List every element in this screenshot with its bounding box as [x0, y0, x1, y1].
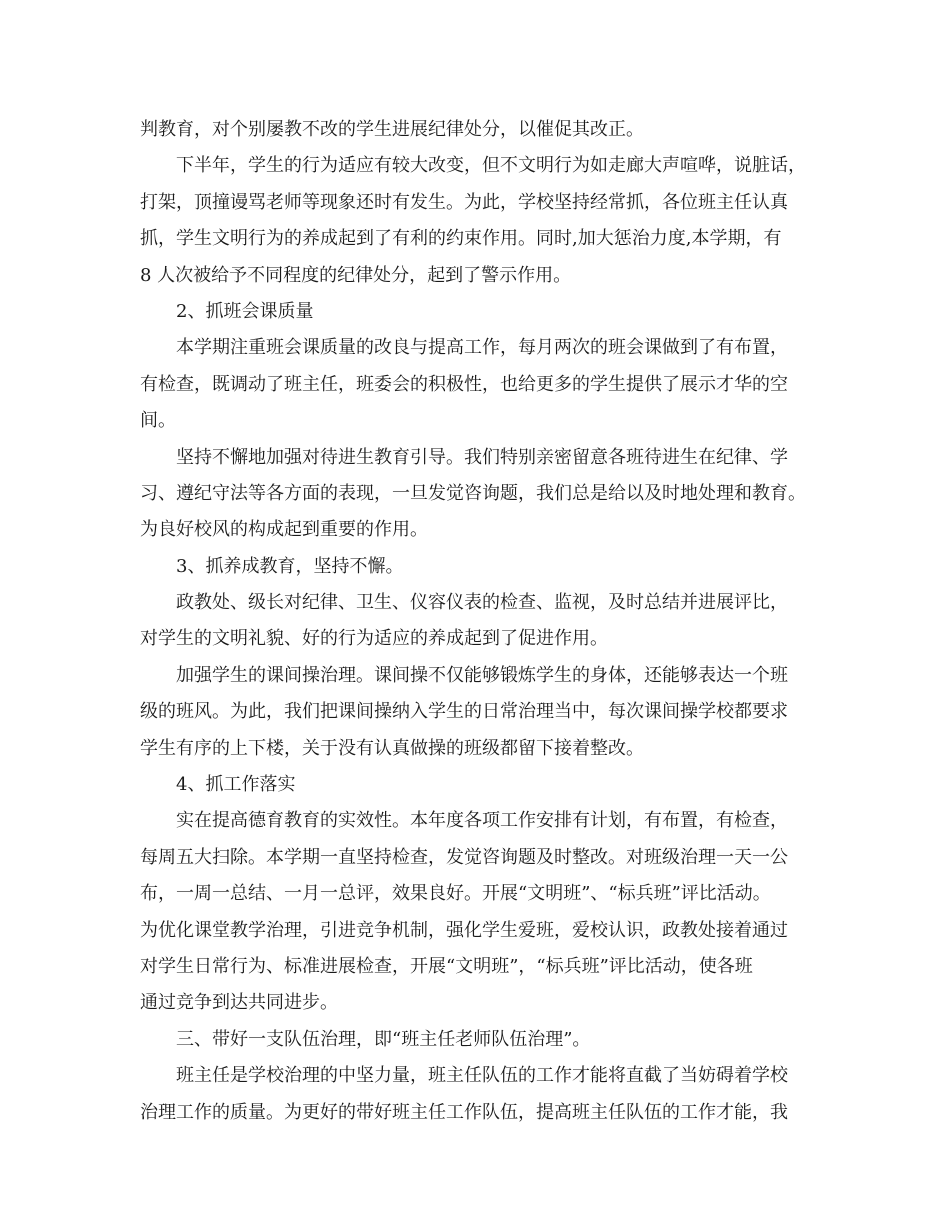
text-line: 治理工作的质量。为更好的带好班主任工作队伍，提高班主任队伍的工作才能，我 — [140, 1101, 788, 1123]
section-heading: 2、抓班会课质量 — [176, 300, 314, 322]
text-line: 下半年，学生的行为适应有较大改变，但不文明行为如走廊大声喧哗，说脏话， — [176, 155, 806, 177]
text-line: 学生有序的上下楼，关于没有认真做操的班级都留下接着整改。 — [140, 737, 644, 759]
body-text — [140, 112, 830, 1131]
text-line: 坚持不懈地加强对待进生教育引导。我们特别亲密留意各班待进生在纪律、学 — [176, 446, 788, 468]
text-line: 每周五大扫除。本学期一直坚持检查，发觉咨询题及时整改。对班级治理一天一公 — [140, 846, 788, 868]
text-line: 实在提高德育教育的实效性。本年度各项工作安排有计划，有布置，有检查， — [176, 810, 788, 832]
text-line: 为良好校风的构成起到重要的作用。 — [140, 519, 428, 541]
text-line: 间。 — [140, 410, 176, 432]
text-line: 通过竞争到达共同进步。 — [140, 992, 338, 1014]
section-heading: 三、带好一支队伍治理，即“班主任老师队伍治理”。 — [176, 1028, 591, 1050]
text-line: 判教育，对个别屡教不改的学生进展纪律处分，以催促其改正。 — [140, 119, 644, 140]
text-line: 对学生日常行为、标准进展检查，开展“文明班”，“标兵班”评比活动，使各班 — [140, 955, 753, 977]
text-line: 抓，学生文明行为的养成起到了有利的约束作用。同时,加大惩治力度,本学期，有 — [140, 228, 782, 250]
text-line: 有检查，既调动了班主任，班委会的积极性，也给更多的学生提供了展示才华的空 — [140, 373, 788, 395]
text-line: 政教处、级长对纪律、卫生、仪容仪表的检查、监视，及时总结并进展评比， — [176, 592, 788, 614]
text-line: 打架，顶撞谩骂老师等现象还时有发生。为此，学校坚持经常抓，各位班主任认真 — [140, 191, 788, 213]
text-line: 8 人次被给予不同程度的纪律处分，起到了警示作用。 — [140, 264, 572, 286]
section-heading: 4、抓工作落实 — [176, 774, 296, 796]
text-line: 班主任是学校治理的中坚力量，班主任队伍的工作才能将直截了当妨碍着学校 — [176, 1065, 788, 1087]
text-line: 加强学生的课间操治理。课间操不仅能够锻炼学生的身体，还能够表达一个班 — [176, 664, 788, 686]
section-heading: 3、抓养成教育，坚持不懈。 — [176, 555, 404, 577]
text-line: 为优化课堂教学治理，引进竞争机制，强化学生爱班，爱校认识，政教处接着通过 — [140, 919, 788, 941]
text-line: 习、遵纪守法等各方面的表现，一旦发觉咨询题，我们总是给以及时地处理和教育。 — [140, 482, 806, 504]
text-line: 布，一周一总结、一月一总评，效果良好。开展“文明班”、“标兵班”评比活动。 — [140, 883, 771, 905]
text-line: 对学生的文明礼貌、好的行为适应的养成起到了促进作用。 — [140, 628, 608, 650]
text-line: 本学期注重班会课质量的改良与提高工作，每月两次的班会课做到了有布置， — [176, 337, 788, 359]
text-line: 级的班风。为此，我们把课间操纳入学生的日常治理当中，每次课间操学校都要求 — [140, 701, 788, 723]
